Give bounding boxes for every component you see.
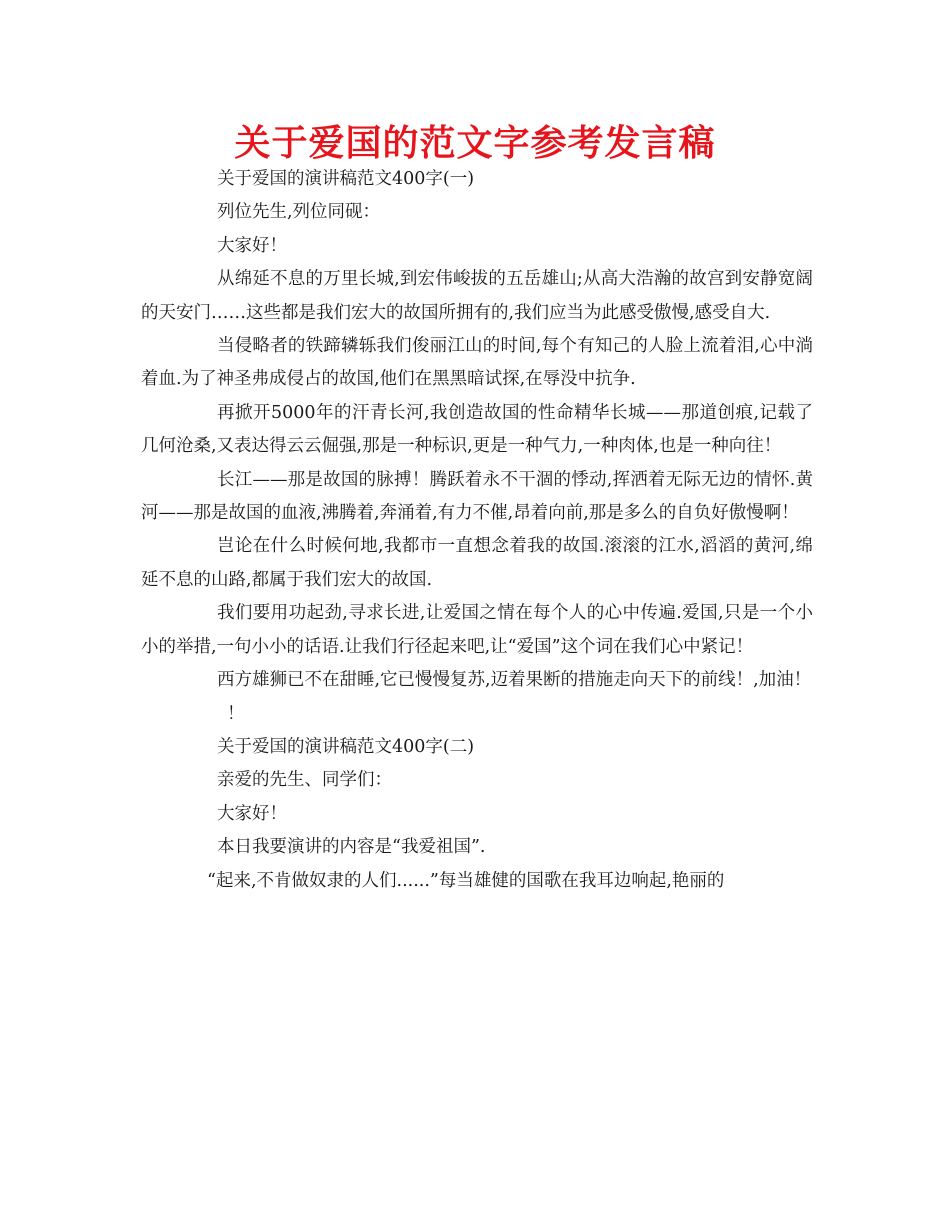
salutation: 列位先生,列位同砚： [217,202,381,223]
paragraph: 我们要用功起劲,寻求长进,让爱国之情在每个人的心中传遍.爱国,只是一个小小的举措,一句小小的话语.让我们行径起来吧,让“爱国”这个词在我们心中紧记！ [141,603,813,657]
section-heading: 关于爱国的演讲稿范文400字(一) [217,169,475,189]
document-body [141,163,813,898]
paragraph: 本日我要演讲的内容是“我爱祖国”. [217,837,486,858]
paragraph: 西方雄狮已不在甜睡,它已慢慢复苏,迈着果断的措施走向天下的前线！,加油！ [217,670,812,691]
salutation: 亲爱的先生、同学们： [217,770,392,791]
section-heading: 关于爱国的演讲稿范文400字(二) [217,736,475,757]
paragraph: 当侵略者的铁蹄辚轹我们俊丽江山的时间,每个有知己的人脸上流着泪,心中淌着血.为了神圣弗成侵占的故国,他们在黑黑暗试探,在辱没中抗争. [141,336,813,390]
paragraph: 长江——那是故国的脉搏！腾跃着永不干涸的悸动,挥洒着无际无边的情怀.黄河——那是故国的血液,沸腾着,奔涌着,有力不催,昂着向前,那是多么的自负好傲慢啊！ [141,469,813,524]
paragraph: 再掀开5000年的汗青长河,我创造故国的性命精华长城——那道创痕,记载了几何沧桑,又表达得云云倔强,那是一种标识,更是一种气力,一种肉体,也是一种向往！ [141,402,813,457]
paragraph: 岂论在什么时候何地,我都市一直想念着我的故国.滚滚的江水,滔滔的黄河,绵延不息的山路,都属于我们宏大的故国. [141,536,813,590]
document-title: 关于爱国的范文字参考发言稿 [234,123,716,164]
paragraph: “起来,不肯做奴隶的人们......”每当雄健的国歌在我耳边响起,艳丽的 [207,870,725,891]
greeting: 大家好！ [217,235,287,256]
paragraph: 从绵延不息的万里长城,到宏伟峻拔的五岳雄山;从高大浩瀚的故宫到安静宽阔的天安门……这些都是我们宏大的故国所拥有的,我们应当为此感受傲慢,感受自大. [141,269,813,323]
greeting: 大家好！ [217,803,287,824]
exclamation-line: ！ [227,703,245,724]
